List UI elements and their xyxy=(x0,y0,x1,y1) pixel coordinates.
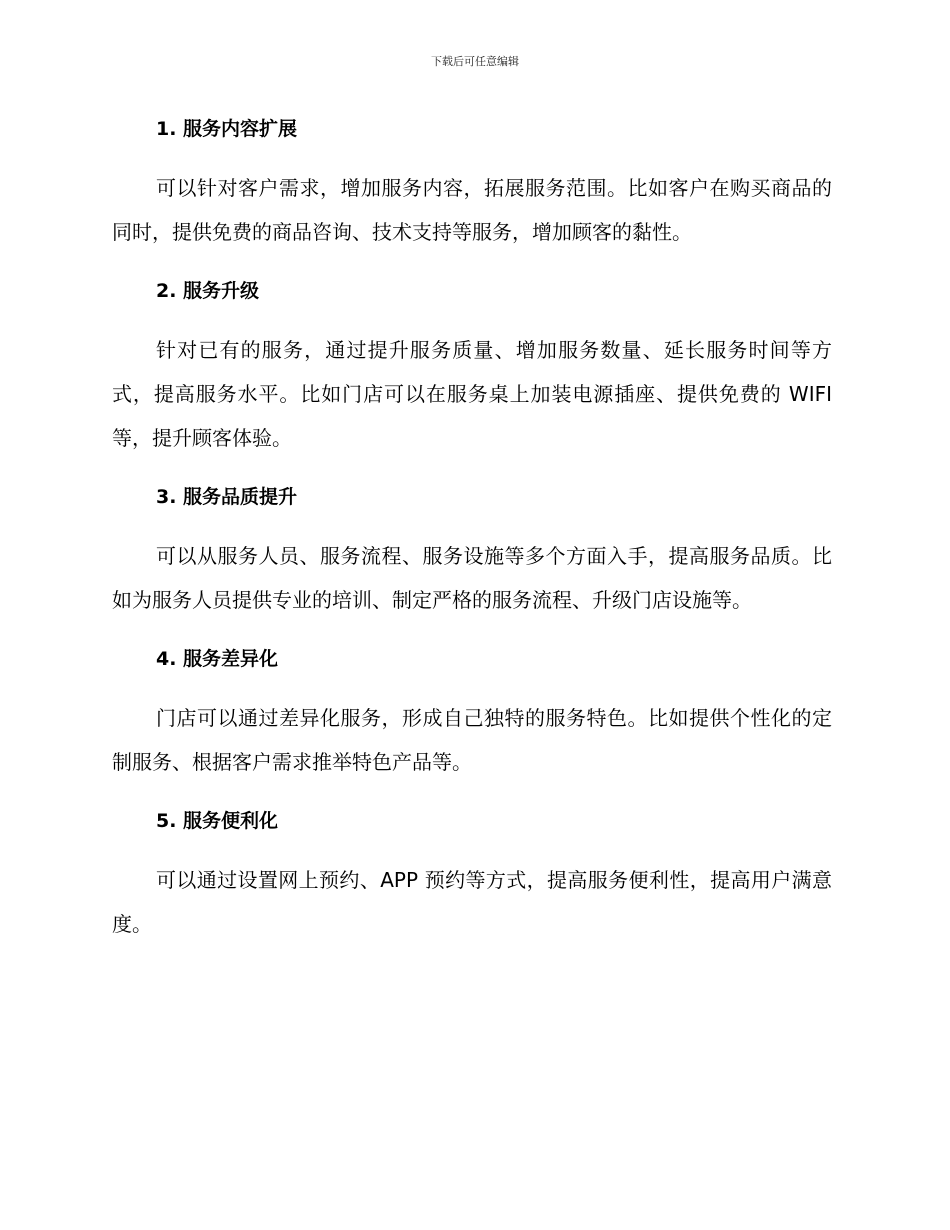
section-body-4: 门店可以通过差异化服务，形成自己独特的服务特色。比如提供个性化的定制服务、根据客户需求推举特色产品等。 xyxy=(112,706,832,774)
document-content xyxy=(112,110,832,946)
section-heading-2: 2. 服务升级 xyxy=(156,280,260,302)
section-body-3: 可以从服务人员、服务流程、服务设施等多个方面入手，提高服务品质。比如为服务人员提供专业的培训、制定严格的服务流程、升级门店设施等。 xyxy=(112,544,832,612)
section-heading-3: 3. 服务品质提升 xyxy=(156,486,298,508)
section-heading-4: 4. 服务差异化 xyxy=(156,648,279,670)
section-body-5: 可以通过设置网上预约、APP 预约等方式，提高服务便利性，提高用户满意度。 xyxy=(112,868,832,936)
section-heading-1: 1. 服务内容扩展 xyxy=(156,118,298,140)
section-body-2: 针对已有的服务，通过提升服务质量、增加服务数量、延长服务时间等方式，提高服务水平。比如门店可以在服务桌上加装电源插座、提供免费的 WIFI 等，提升顾客体验。 xyxy=(112,338,832,450)
page-header: 下载后可任意编辑 xyxy=(431,55,519,68)
section-heading-5: 5. 服务便利化 xyxy=(156,810,279,832)
section-body-1: 可以针对客户需求，增加服务内容，拓展服务范围。比如客户在购买商品的同时，提供免费的商品咨询、技术支持等服务，增加顾客的黏性。 xyxy=(112,176,832,244)
